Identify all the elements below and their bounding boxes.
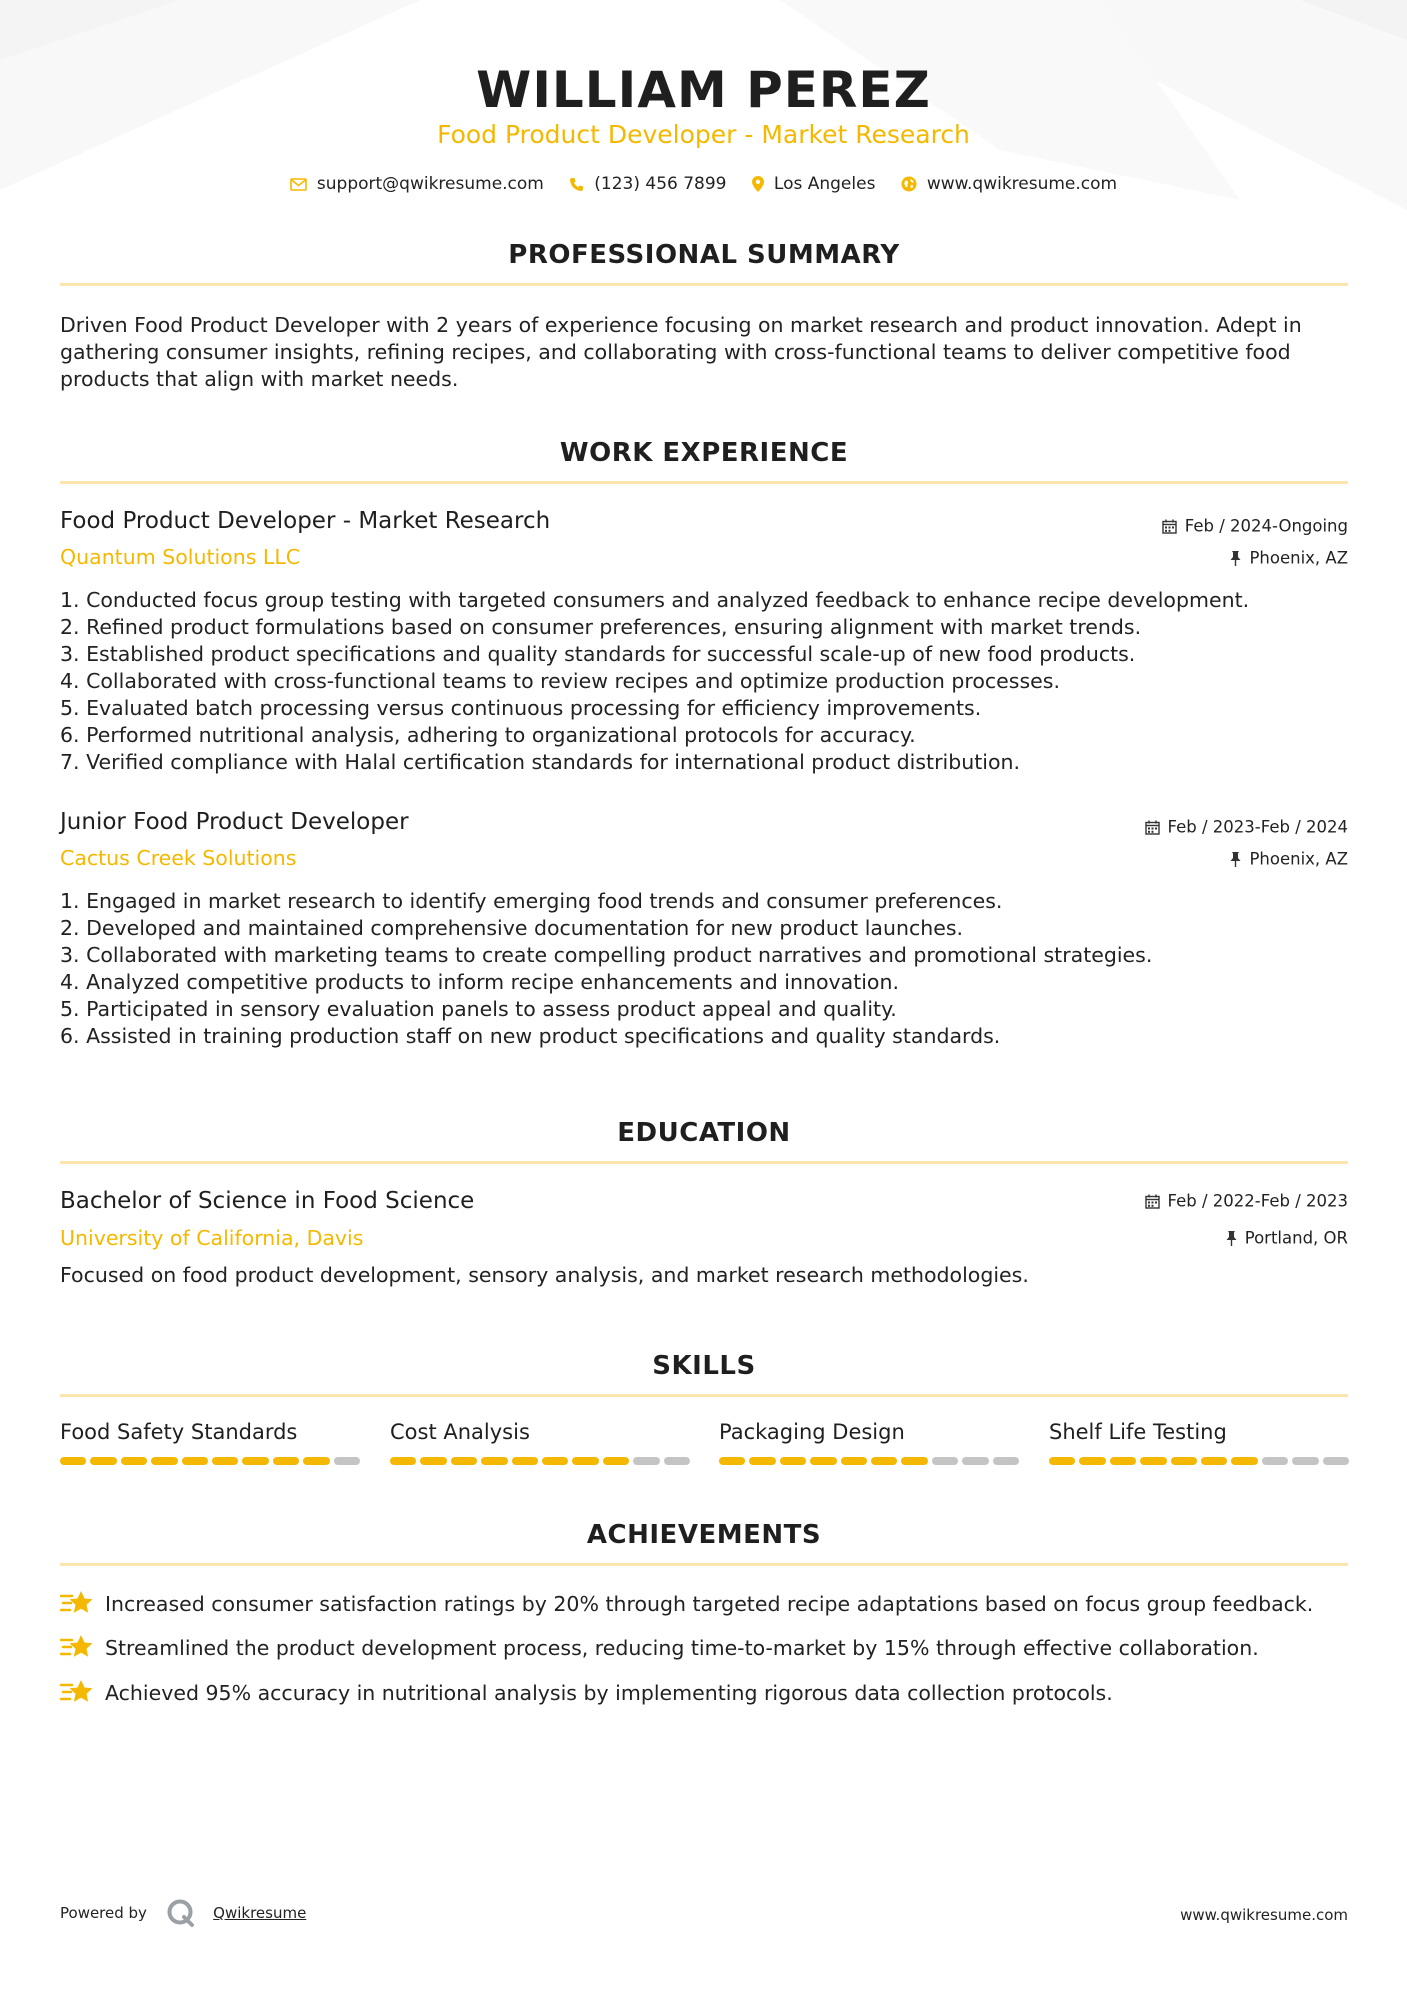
skill-segment-filled — [420, 1457, 446, 1465]
contact-email[interactable] — [290, 170, 544, 198]
school-name: University of California, Davis — [60, 1226, 364, 1250]
list-item: 7. Verified compliance with Halal certification standards for international product distribution. — [60, 750, 1021, 774]
skill-name: Cost Analysis — [390, 1420, 530, 1444]
contact-website-text: www.qwikresume.com — [926, 174, 1118, 194]
skill-segment-filled — [1201, 1457, 1227, 1465]
contact-location-text: Los Angeles — [773, 174, 876, 194]
list-item: 4. Collaborated with cross-functional teams to review recipes and optimize production processes. — [60, 669, 1060, 693]
contact-email-text: support@qwikresume.com — [316, 174, 544, 194]
phone-icon — [569, 177, 584, 192]
skill-segment-empty — [993, 1457, 1019, 1465]
skill-segment-filled — [212, 1457, 238, 1465]
candidate-title: Food Product Developer - Market Research — [437, 120, 970, 149]
education-dates-text: Feb / 2022-Feb / 2023 — [1167, 1191, 1348, 1211]
skill-segment-empty — [633, 1457, 659, 1465]
skill-segment-filled — [1110, 1457, 1136, 1465]
education-divider — [60, 1161, 1348, 1164]
pushpin-icon — [1230, 551, 1241, 566]
candidate-name: WILLIAM PEREZ — [476, 61, 931, 119]
skill-segment-filled — [901, 1457, 927, 1465]
footer-website-link[interactable]: www.qwikresume.com — [1180, 1906, 1348, 1924]
pushpin-icon — [1226, 1231, 1237, 1246]
list-item: 6. Performed nutritional analysis, adhering to organizational protocols for accuracy. — [60, 723, 916, 747]
degree-title: Bachelor of Science in Food Science — [60, 1188, 475, 1214]
achievement-text: Increased consumer satisfaction ratings by 20% through targeted recipe adaptations based on focus group feedback. — [105, 1592, 1314, 1616]
skill-segment-filled — [481, 1457, 507, 1465]
skill-item — [60, 1417, 360, 1465]
calendar-icon — [1145, 820, 1160, 835]
education-dates — [1145, 1189, 1348, 1214]
achievement-text: Streamlined the product development process, reducing time-to-market by 15% through effective collaboration. — [105, 1636, 1259, 1660]
list-item: 1. Conducted focus group testing with targeted consumers and analyzed feedback to enhance recipe development. — [60, 588, 1250, 612]
pushpin-icon — [1230, 852, 1241, 867]
job-company: Cactus Creek Solutions — [60, 846, 297, 870]
skill-name: Food Safety Standards — [60, 1420, 298, 1444]
skill-segment-filled — [841, 1457, 867, 1465]
achievement-item — [60, 1589, 1360, 1619]
skill-segment-filled — [60, 1457, 86, 1465]
achievements-divider — [60, 1563, 1348, 1566]
achievement-item — [60, 1678, 1360, 1708]
map-pin-icon — [752, 176, 764, 192]
skill-name: Packaging Design — [719, 1420, 905, 1444]
education-location — [1226, 1226, 1348, 1251]
job-bullet-list — [60, 587, 1348, 776]
skill-segment-empty — [962, 1457, 988, 1465]
skill-segment-empty — [1262, 1457, 1288, 1465]
skill-segment-empty — [1292, 1457, 1318, 1465]
job-title: Junior Food Product Developer — [60, 809, 409, 835]
skill-item — [1049, 1417, 1349, 1465]
job-dates — [1162, 514, 1348, 539]
list-item: 5. Participated in sensory evaluation panels to assess product appeal and quality. — [60, 997, 897, 1021]
skill-segment-filled — [572, 1457, 598, 1465]
qwikresume-link[interactable]: Qwikresume — [213, 1904, 307, 1922]
skill-segment-filled — [303, 1457, 329, 1465]
contact-bar — [0, 170, 1407, 198]
skill-segment-filled — [90, 1457, 116, 1465]
skill-segment-filled — [1049, 1457, 1075, 1465]
job-location — [1230, 847, 1348, 872]
skill-segment-empty — [1323, 1457, 1349, 1465]
achievement-text: Achieved 95% accuracy in nutritional analysis by implementing rigorous data collection protocols. — [105, 1681, 1113, 1705]
summary-divider — [60, 283, 1348, 286]
education-heading: EDUCATION — [617, 1118, 791, 1148]
achievement-item — [60, 1633, 1360, 1663]
achievements-heading: ACHIEVEMENTS — [586, 1520, 822, 1550]
list-item: 6. Assisted in training production staff on new product specifications and quality standards. — [60, 1024, 1001, 1048]
skill-segment-filled — [603, 1457, 629, 1465]
list-item: 2. Refined product formulations based on consumer preferences, ensuring alignment with market trends. — [60, 615, 1142, 639]
skill-segment-filled — [1171, 1457, 1197, 1465]
skill-segment-filled — [1231, 1457, 1257, 1465]
skill-segment-filled — [780, 1457, 806, 1465]
contact-phone[interactable] — [569, 170, 726, 198]
shooting-star-icon — [60, 1633, 94, 1661]
skill-segment-empty — [664, 1457, 690, 1465]
list-item: 1. Engaged in market research to identify emerging food trends and consumer preferences. — [60, 889, 1003, 913]
experience-heading: WORK EXPERIENCE — [559, 438, 849, 468]
skill-segment-filled — [749, 1457, 775, 1465]
skill-level-bar — [60, 1457, 360, 1465]
footer-powered-by — [60, 1898, 306, 1932]
job-bullet-list — [60, 888, 1348, 1050]
calendar-icon — [1145, 1194, 1160, 1209]
job-location-text: Phoenix, AZ — [1249, 548, 1348, 568]
skill-segment-filled — [390, 1457, 416, 1465]
skill-segment-filled — [871, 1457, 897, 1465]
job-location-text: Phoenix, AZ — [1249, 849, 1348, 869]
skill-segment-filled — [719, 1457, 745, 1465]
summary-text: Driven Food Product Developer with 2 years of experience focusing on market research and product innovation. Adept in gathering consumer insights, refining recipes, and collaborating with cross-functional teams to deliver competitive food products that align with market needs. — [60, 313, 1302, 391]
job-location — [1230, 546, 1348, 571]
list-item: 3. Collaborated with marketing teams to create compelling product narratives and promotional strategies. — [60, 943, 1153, 967]
envelope-icon — [290, 178, 307, 191]
skill-segment-filled — [273, 1457, 299, 1465]
skills-divider — [60, 1394, 1348, 1397]
calendar-icon — [1162, 519, 1177, 534]
job-title: Food Product Developer - Market Research — [60, 508, 551, 534]
skill-segment-filled — [542, 1457, 568, 1465]
skill-item — [390, 1417, 690, 1465]
job-dates — [1145, 815, 1348, 840]
skill-segment-filled — [810, 1457, 836, 1465]
skill-segment-empty — [932, 1457, 958, 1465]
job-company: Quantum Solutions LLC — [60, 545, 301, 569]
list-item: 5. Evaluated batch processing versus continuous processing for efficiency improvements. — [60, 696, 982, 720]
skill-level-bar — [719, 1457, 1019, 1465]
qwikresume-logo-icon — [166, 1898, 196, 1928]
skill-segment-filled — [451, 1457, 477, 1465]
summary-heading: PROFESSIONAL SUMMARY — [508, 240, 900, 270]
skill-segment-filled — [242, 1457, 268, 1465]
powered-by-label: Powered by — [60, 1904, 147, 1922]
skill-segment-filled — [512, 1457, 538, 1465]
skill-segment-filled — [151, 1457, 177, 1465]
shooting-star-icon — [60, 1589, 94, 1617]
skill-level-bar — [390, 1457, 690, 1465]
skill-segment-filled — [121, 1457, 147, 1465]
shooting-star-icon — [60, 1678, 94, 1706]
contact-website[interactable] — [901, 170, 1117, 198]
skill-segment-filled — [182, 1457, 208, 1465]
list-item: 2. Developed and maintained comprehensive documentation for new product launches. — [60, 916, 964, 940]
globe-icon — [901, 176, 917, 192]
skill-level-bar — [1049, 1457, 1349, 1465]
skills-heading: SKILLS — [652, 1351, 756, 1381]
job-dates-text: Feb / 2023-Feb / 2024 — [1167, 817, 1348, 837]
skill-name: Shelf Life Testing — [1049, 1420, 1227, 1444]
job-dates-text: Feb / 2024-Ongoing — [1184, 516, 1348, 536]
skill-item — [719, 1417, 1019, 1465]
skill-segment-empty — [334, 1457, 360, 1465]
contact-location — [752, 170, 876, 198]
list-item: 3. Established product specifications and quality standards for successful scale-up of new food products. — [60, 642, 1136, 666]
list-item: 4. Analyzed competitive products to inform recipe enhancements and innovation. — [60, 970, 899, 994]
skill-segment-filled — [1140, 1457, 1166, 1465]
experience-divider — [60, 481, 1348, 484]
skill-segment-filled — [1079, 1457, 1105, 1465]
contact-phone-text: (123) 456 7899 — [594, 174, 727, 194]
education-description: Focused on food product development, sensory analysis, and market research methodologies. — [60, 1263, 1029, 1287]
education-location-text: Portland, OR — [1244, 1228, 1348, 1248]
